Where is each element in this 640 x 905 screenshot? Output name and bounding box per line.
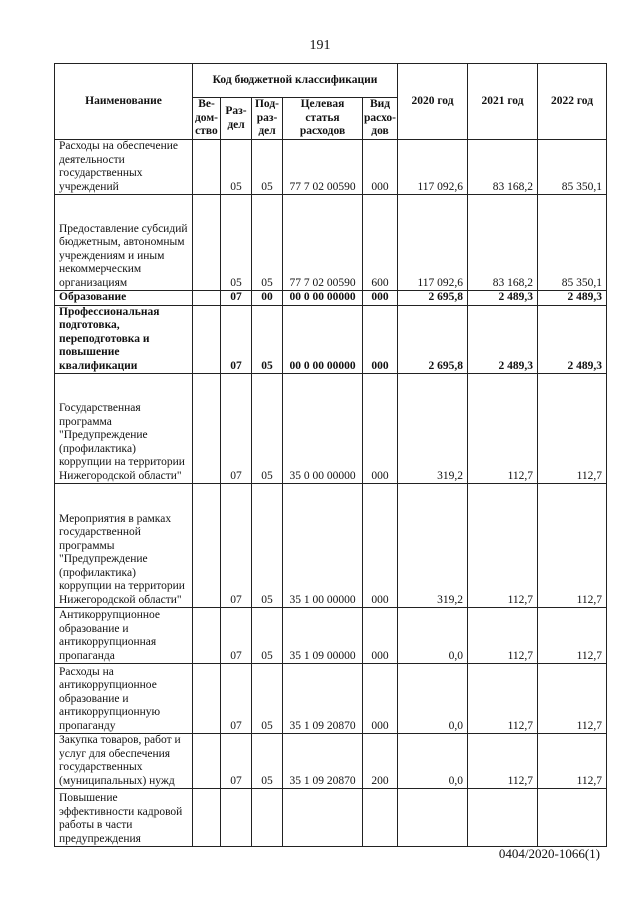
row-razdel: 07 <box>221 291 252 306</box>
row-vid: 000 <box>363 291 398 306</box>
table-row <box>55 664 607 734</box>
row-tselevaya: 77 7 02 00590 <box>283 140 363 195</box>
header-tselevaya: Целевая статья расходов <box>283 98 363 140</box>
row-name: Государственная программа "Предупреждение (профилактика) коррупции на территории Нижегородской области" <box>55 374 193 484</box>
row-vid: 000 <box>363 484 398 608</box>
row-2022: 85 350,1 <box>538 140 607 195</box>
table-row <box>55 608 607 664</box>
row-2022: 112,7 <box>538 734 607 789</box>
row-razdel: 05 <box>221 195 252 291</box>
row-podrazdel: 05 <box>252 664 283 734</box>
row-2021: 112,7 <box>468 734 538 789</box>
row-podrazdel: 05 <box>252 734 283 789</box>
row-name: Расходы на антикоррупционное образование и антикоррупционную пропаганду <box>55 664 193 734</box>
row-tselevaya: 77 7 02 00590 <box>283 195 363 291</box>
table-row <box>55 195 607 291</box>
table-row <box>55 140 607 195</box>
row-2020: 2 695,8 <box>398 291 468 306</box>
header-classification-group: Код бюджетной классификации <box>193 64 398 98</box>
row-name: Расходы на обеспечение деятельности государственных учреждений <box>55 140 193 195</box>
row-2022: 112,7 <box>538 608 607 664</box>
row-2020: 0,0 <box>398 734 468 789</box>
row-podrazdel: 05 <box>252 374 283 484</box>
row-razdel: 07 <box>221 608 252 664</box>
row-2022: 2 489,3 <box>538 305 607 374</box>
row-2021: 83 168,2 <box>468 195 538 291</box>
row-razdel: 07 <box>221 484 252 608</box>
row-vedomstvo <box>193 291 221 306</box>
row-vedomstvo <box>193 374 221 484</box>
row-razdel: 05 <box>221 140 252 195</box>
row-2021: 112,7 <box>468 608 538 664</box>
table-row <box>55 374 607 484</box>
row-name: Образование <box>55 291 193 306</box>
table-row <box>55 734 607 789</box>
row-vedomstvo <box>193 608 221 664</box>
row-2020: 2 695,8 <box>398 305 468 374</box>
row-2020: 319,2 <box>398 374 468 484</box>
row-vedomstvo <box>193 195 221 291</box>
row-podrazdel: 05 <box>252 484 283 608</box>
row-razdel: 07 <box>221 664 252 734</box>
row-tselevaya: 35 1 09 00000 <box>283 608 363 664</box>
row-vid: 000 <box>363 664 398 734</box>
row-name: Закупка товаров, работ и услуг для обеспечения государственных (муниципальных) нужд <box>55 734 193 789</box>
row-2022 <box>538 789 607 847</box>
table-body <box>55 140 607 847</box>
row-vid: 600 <box>363 195 398 291</box>
row-name: Антикоррупционное образование и антикоррупционная пропаганда <box>55 608 193 664</box>
row-2021 <box>468 789 538 847</box>
row-vedomstvo <box>193 305 221 374</box>
row-tselevaya <box>283 789 363 847</box>
row-2021: 112,7 <box>468 374 538 484</box>
row-2021: 112,7 <box>468 484 538 608</box>
row-podrazdel: 05 <box>252 608 283 664</box>
header-razdel: Раз-дел <box>221 98 252 140</box>
row-tselevaya: 00 0 00 00000 <box>283 291 363 306</box>
row-vid: 000 <box>363 374 398 484</box>
row-vedomstvo <box>193 664 221 734</box>
row-tselevaya: 00 0 00 00000 <box>283 305 363 374</box>
table-row <box>55 789 607 847</box>
table-row <box>55 291 607 306</box>
row-vid: 000 <box>363 305 398 374</box>
row-tselevaya: 35 1 09 20870 <box>283 734 363 789</box>
table-row <box>55 305 607 374</box>
row-podrazdel: 05 <box>252 195 283 291</box>
row-razdel: 07 <box>221 374 252 484</box>
budget-table <box>54 63 607 847</box>
row-2021: 83 168,2 <box>468 140 538 195</box>
row-vid: 000 <box>363 608 398 664</box>
row-podrazdel <box>252 789 283 847</box>
header-2020: 2020 год <box>398 64 468 140</box>
row-2021: 2 489,3 <box>468 305 538 374</box>
document-code: 0404/2020-1066(1) <box>498 846 600 861</box>
row-2022: 112,7 <box>538 664 607 734</box>
header-podrazdel: Под-раз-дел <box>252 98 283 140</box>
row-vid: 200 <box>363 734 398 789</box>
row-2021: 2 489,3 <box>468 291 538 306</box>
row-razdel: 07 <box>221 305 252 374</box>
row-vedomstvo <box>193 140 221 195</box>
row-podrazdel: 05 <box>252 140 283 195</box>
row-vedomstvo <box>193 734 221 789</box>
row-tselevaya: 35 1 00 00000 <box>283 484 363 608</box>
row-2020: 319,2 <box>398 484 468 608</box>
row-2022: 2 489,3 <box>538 291 607 306</box>
row-name: Предоставление субсидий бюджетным, автономным учреждениям и иным некоммерческим организациям <box>55 195 193 291</box>
row-name: Мероприятия в рамках государственной программы "Предупреждение (профилактика) коррупции на территории Нижегородской области" <box>55 484 193 608</box>
row-podrazdel: 05 <box>252 305 283 374</box>
table-row <box>55 484 607 608</box>
header-vid: Вид расхо-дов <box>363 98 398 140</box>
row-2020: 0,0 <box>398 664 468 734</box>
row-razdel: 07 <box>221 734 252 789</box>
row-2022: 112,7 <box>538 484 607 608</box>
row-name: Профессиональная подготовка, переподготовка и повышение квалификации <box>55 305 193 374</box>
row-tselevaya: 35 0 00 00000 <box>283 374 363 484</box>
row-vid: 000 <box>363 140 398 195</box>
row-2022: 85 350,1 <box>538 195 607 291</box>
header-vedomstvo: Ве-дом-ство <box>193 98 221 140</box>
row-2021: 112,7 <box>468 664 538 734</box>
row-2022: 112,7 <box>538 374 607 484</box>
header-2022: 2022 год <box>538 64 607 140</box>
row-2020: 0,0 <box>398 608 468 664</box>
row-2020 <box>398 789 468 847</box>
row-vedomstvo <box>193 789 221 847</box>
row-podrazdel: 00 <box>252 291 283 306</box>
row-vedomstvo <box>193 484 221 608</box>
row-vid <box>363 789 398 847</box>
row-2020: 117 092,6 <box>398 140 468 195</box>
header-name: Наименование <box>55 64 193 140</box>
page-number: 191 <box>309 38 331 53</box>
row-razdel <box>221 789 252 847</box>
row-name: Повышение эффективности кадровой работы в части предупреждения <box>55 789 193 847</box>
row-2020: 117 092,6 <box>398 195 468 291</box>
header-2021: 2021 год <box>468 64 538 140</box>
row-tselevaya: 35 1 09 20870 <box>283 664 363 734</box>
